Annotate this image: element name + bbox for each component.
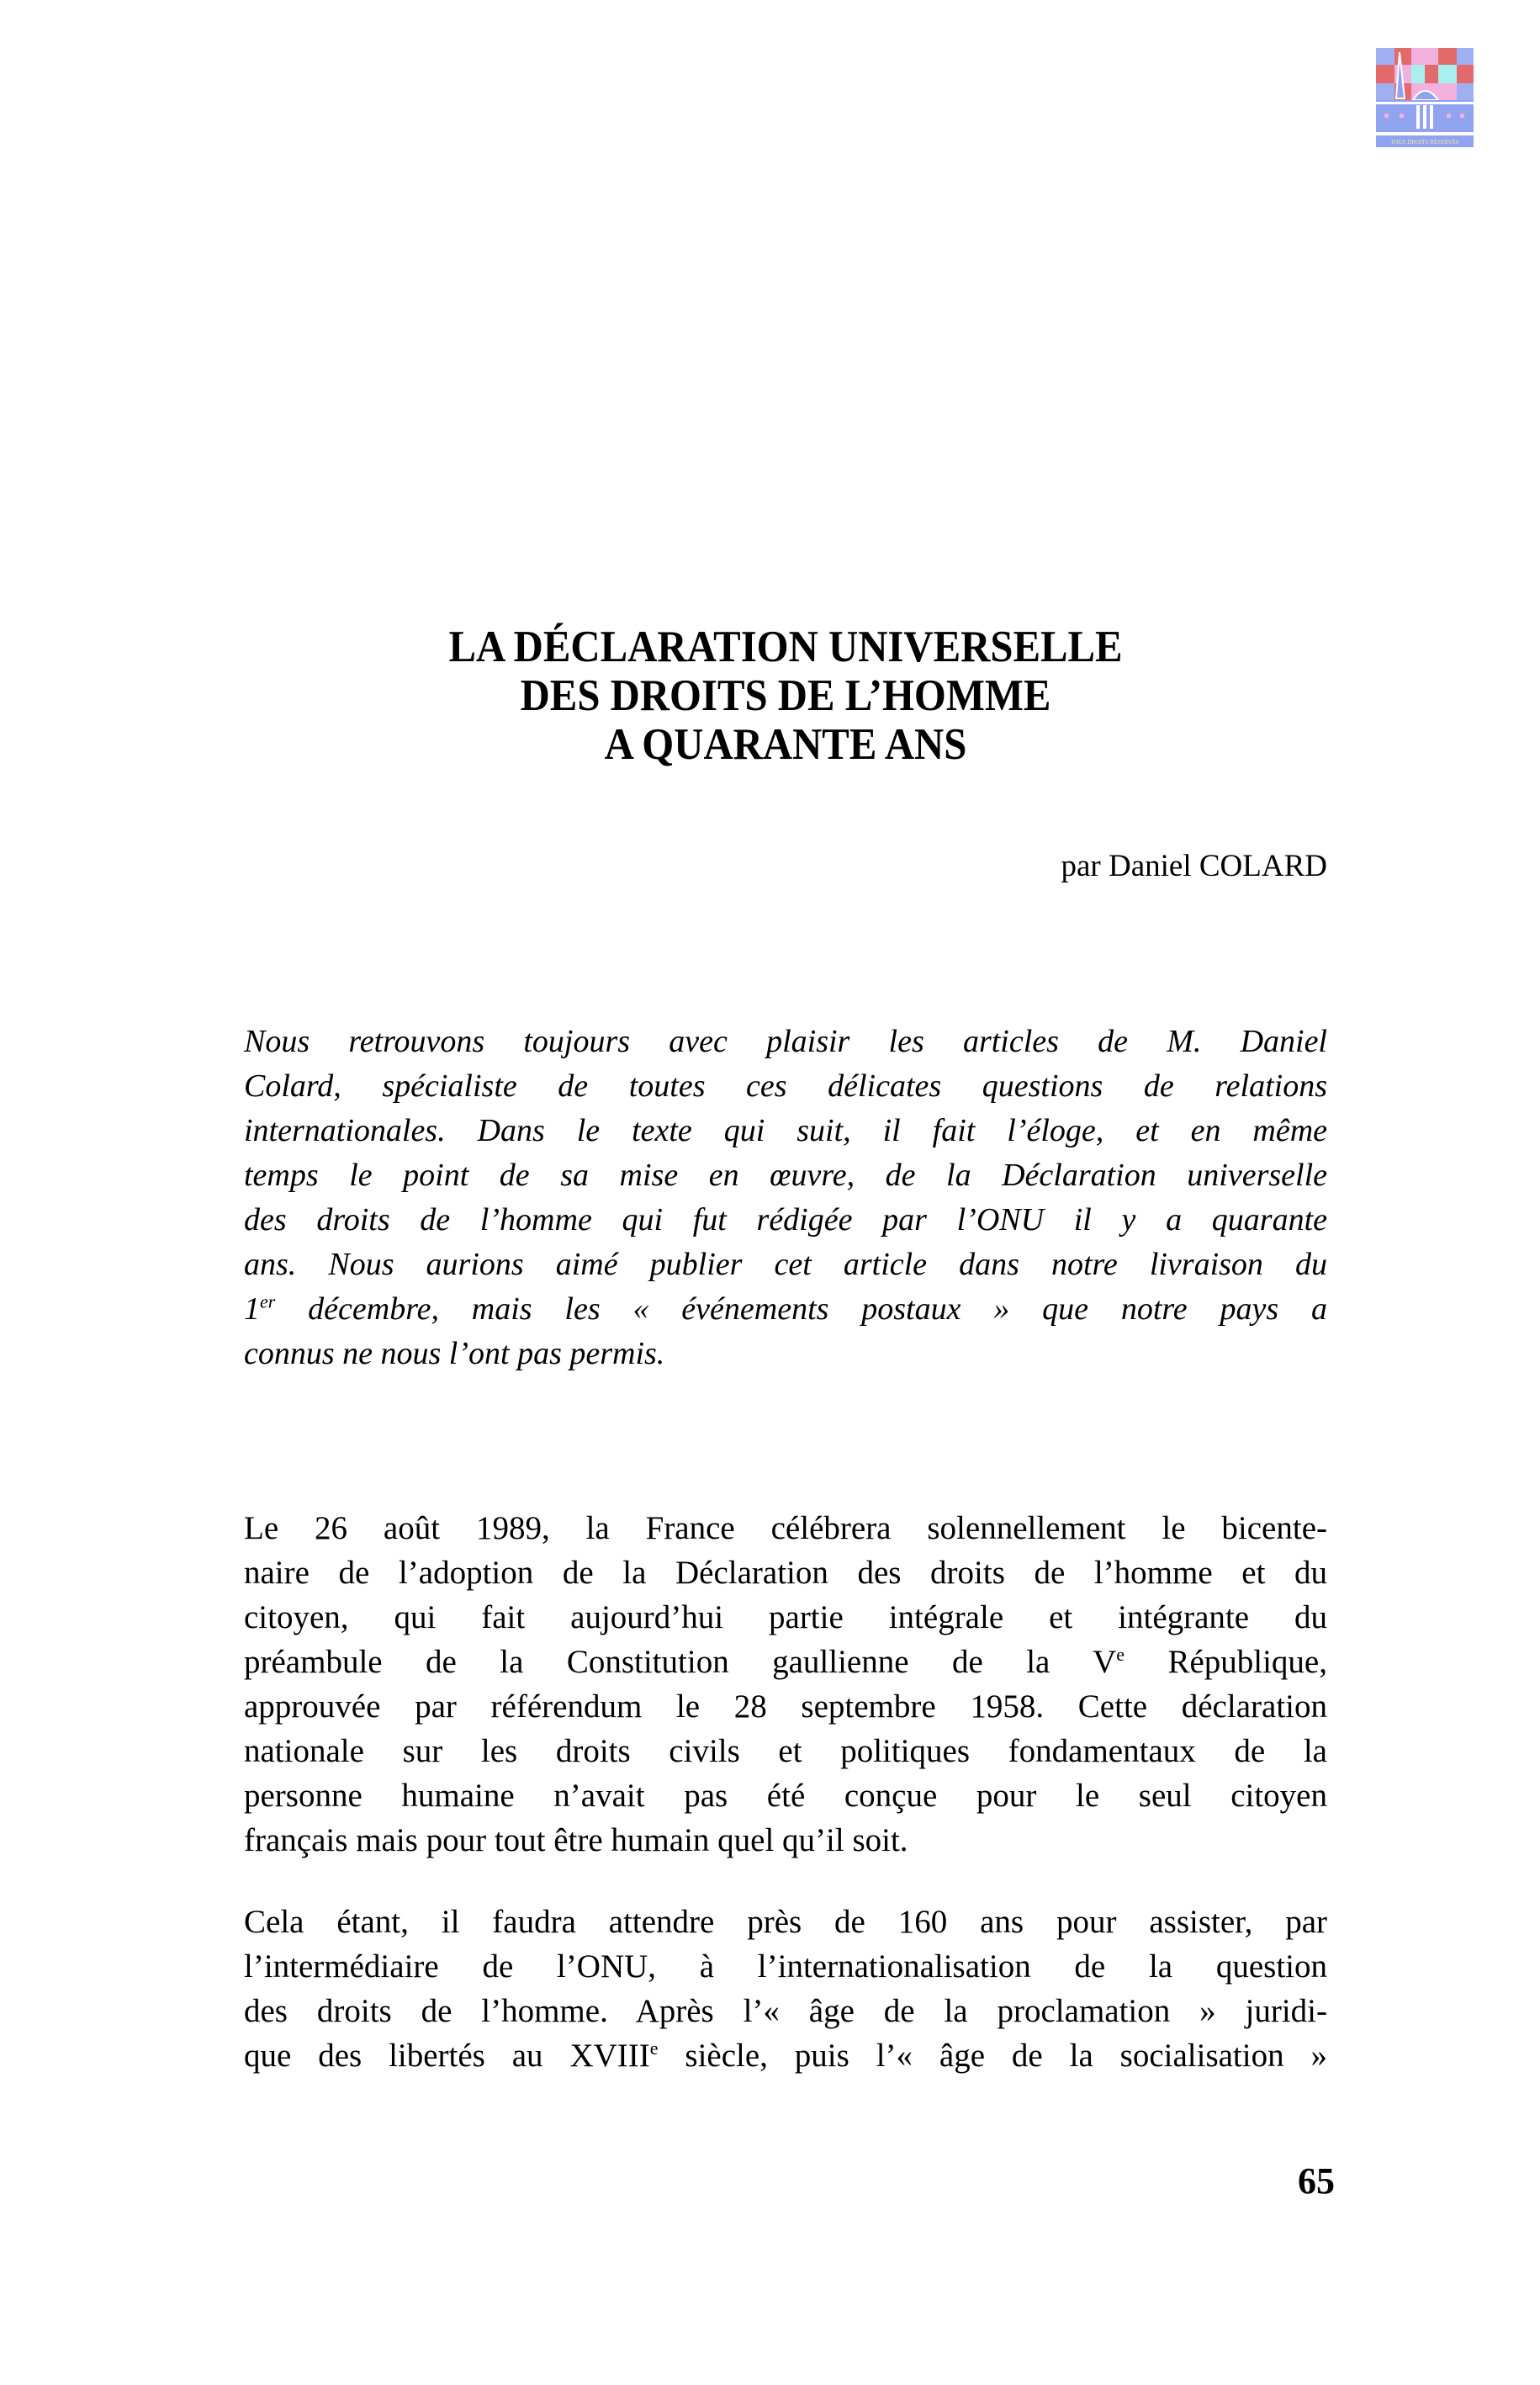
superscript: e: [1116, 1644, 1125, 1665]
paragraph-line: Cela étant, il faudra attendre près de 160 ans pour assister, par: [244, 1904, 1327, 1940]
paragraph-line: [244, 1640, 1327, 1684]
intro-line: Nous retrouvons toujours avec plaisir les articles de M. Daniel: [244, 1024, 1327, 1059]
paragraph-line: [244, 2033, 1327, 2078]
line-text: République,: [1125, 1644, 1327, 1680]
line-text: décembre, mais les « événements postaux » que notre pays a: [275, 1291, 1327, 1327]
paragraph-line: citoyen, qui fait aujourd’hui partie intégrale et intégrante du: [244, 1599, 1327, 1635]
body-paragraph-1: [244, 1506, 1327, 1863]
author-byline: par Daniel COLARD: [1061, 849, 1327, 883]
body-paragraph-2: [244, 1900, 1327, 2078]
paragraph-line: Le 26 août 1989, la France célébrera solennellement le bicente-: [244, 1510, 1327, 1546]
paragraph-line: nationale sur les droits civils et politiques fondamentaux de la: [244, 1733, 1327, 1769]
paragraph-line: l’intermédiaire de l’ONU, à l’internationalisation de la question: [244, 1948, 1327, 1985]
title-line-1: LA DÉCLARATION UNIVERSELLE: [448, 623, 1123, 671]
line-text: 1: [244, 1291, 260, 1327]
line-text: que des libertés au XVIII: [244, 2038, 650, 2074]
title-line-2: DES DROITS DE L’HOMME: [520, 671, 1051, 720]
page-number: 65: [1298, 2160, 1335, 2202]
article-title: [288, 623, 1284, 769]
intro-line: temps le point de sa mise en œuvre, de la Déclaration universelle: [244, 1158, 1327, 1193]
intro-line: [244, 1287, 1327, 1332]
line-text: siècle, puis l’« âge de la socialisation »: [658, 2038, 1327, 2074]
superscript: e: [649, 2038, 659, 2059]
paragraph-line: naire de l’adoption de la Déclaration des droits de l’homme et du: [244, 1555, 1327, 1591]
title-line-3: A QUARANTE ANS: [604, 720, 967, 769]
intro-line: des droits de l’homme qui fut rédigée par l’ONU il y a quarante: [244, 1202, 1327, 1238]
superscript: er: [260, 1291, 276, 1312]
editorial-introduction: [244, 1020, 1327, 1376]
paragraph-line: des droits de l’homme. Après l’« âge de la proclamation » juridi-: [244, 1993, 1327, 2029]
paragraph-line: personne humaine n’avait pas été conçue pour le seul citoyen: [244, 1778, 1327, 1814]
intro-line: ans. Nous aurions aimé publier cet article dans notre livraison du: [244, 1247, 1327, 1282]
paragraph-line: français mais pour tout être humain quel qu’il soit.: [244, 1822, 908, 1858]
intro-line: Colard, spécialiste de toutes ces délicates questions de relations: [244, 1068, 1327, 1104]
intro-line: connus ne nous l’ont pas permis.: [244, 1336, 665, 1371]
tous-droits-reserves-logo-icon: [1376, 48, 1474, 147]
paragraph-line: approuvée par référendum le 28 septembre 1958. Cette déclaration: [244, 1688, 1327, 1725]
svg-text:TOUS DROITS RÉSERVÉS: TOUS DROITS RÉSERVÉS: [1390, 139, 1459, 146]
line-text: préambule de la Constitution gaullienne de la V: [244, 1644, 1117, 1680]
intro-line: internationales. Dans le texte qui suit, il fait l’éloge, et en même: [244, 1113, 1327, 1148]
